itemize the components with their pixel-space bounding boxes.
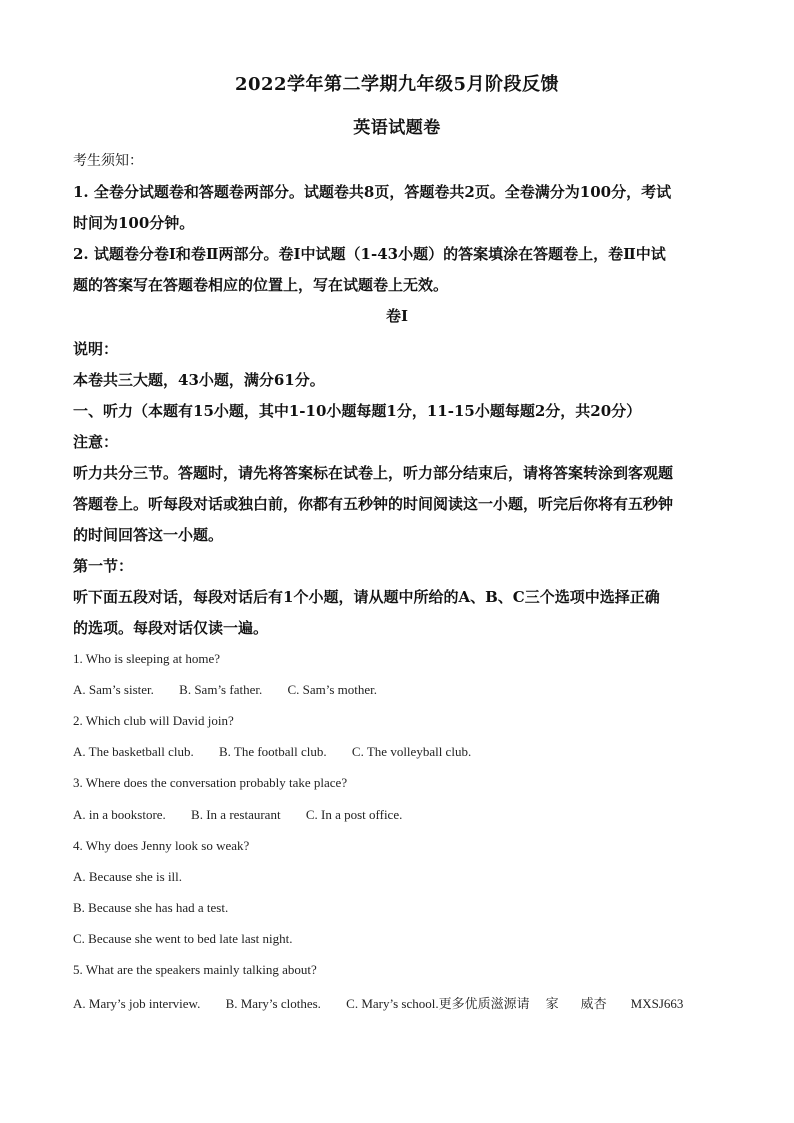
exam-title: 2022学年第二学期九年级5月阶段反馈 xyxy=(234,74,560,95)
question-3-options xyxy=(73,807,733,823)
question-5-option-b: B. Mary’s clothes. xyxy=(225,996,321,1011)
question-5-option-c: C. Mary’s school. xyxy=(346,996,439,1011)
promo-text-3: 威杏 xyxy=(580,996,607,1011)
promo-watermark-text xyxy=(439,993,684,1012)
question-3-option-b: B. In a restaurant xyxy=(191,807,281,822)
promo-text-4: MXSJ663 xyxy=(630,996,684,1011)
question-5-stem: 5. What are the speakers mainly talking about? xyxy=(73,962,317,977)
question-3-option-c: C. In a post office. xyxy=(305,807,403,822)
note-label: 注意： xyxy=(73,433,119,451)
question-1-option-b: B. Sam’s father. xyxy=(179,682,263,697)
explain-text: 本卷共三大题，43小题，满分61分。 xyxy=(73,371,325,389)
question-4-stem: 4. Why does Jenny look so weak? xyxy=(73,838,250,853)
notice-item-2-line-2: 题的答案写在答题卷相应的位置上，写在试题卷上无效。 xyxy=(73,276,449,294)
notice-item-1-line-2: 时间为100分钟。 xyxy=(73,214,195,232)
question-1-option-a: A. Sam’s sister. xyxy=(73,682,154,697)
subsection-instruction-line-2: 的选项。每段对话仅读一遍。 xyxy=(73,619,269,637)
notice-heading: 考生须知： xyxy=(73,153,143,169)
subsection-heading: 第一节： xyxy=(73,557,134,575)
explain-label: 说明： xyxy=(73,340,119,358)
question-4-option-c: C. Because she went to bed late last night. xyxy=(73,931,293,946)
question-3-option-a: A. in a bookstore. xyxy=(73,807,166,822)
question-3-stem: 3. Where does the conversation probably take place? xyxy=(73,775,348,790)
question-4-option-b: B. Because she has had a test. xyxy=(73,900,229,915)
subsection-instruction-line-1: 听下面五段对话，每段对话后有1个小题，请从题中所给的A、B、C三个选项中选择正确 xyxy=(73,588,660,606)
question-2-option-b: B. The football club. xyxy=(218,744,327,759)
question-5-options xyxy=(73,993,733,1012)
question-2-stem: 2. Which club will David join? xyxy=(73,713,234,728)
notice-item-2-line-1: 2. 试题卷分卷Ⅰ和卷Ⅱ两部分。卷Ⅰ中试题（1-43小题）的答案填涂在答题卷上，卷Ⅱ中试 xyxy=(73,245,666,263)
note-line-3: 的时间回答这一小题。 xyxy=(73,526,224,544)
listening-section-title: 一、听力（本题有15小题，其中1-10小题每题1分，11-15小题每题2分，共20分） xyxy=(73,402,642,420)
note-line-1: 听力共分三节。答题时，请先将答案标在试卷上，听力部分结束后，请将答案转涂到客观题 xyxy=(73,464,674,482)
question-2-option-a: A. The basketball club. xyxy=(73,744,194,759)
question-5-option-a: A. Mary’s job interview. xyxy=(73,996,201,1011)
question-2-options xyxy=(73,744,733,760)
question-1-stem: 1. Who is sleeping at home? xyxy=(73,651,221,666)
question-1-option-c: C. Sam’s mother. xyxy=(287,682,378,697)
note-line-2: 答题卷上。听每段对话或独白前，你都有五秒钟的时间阅读这一小题，听完后你将有五秒钟 xyxy=(73,495,674,513)
exam-subtitle: 英语试题卷 xyxy=(353,118,441,138)
part-1-heading: 卷Ⅰ xyxy=(385,307,409,325)
question-4-option-a: A. Because she is ill. xyxy=(73,869,183,884)
promo-text-1: 更多优质滋源请 xyxy=(438,996,530,1011)
question-1-options xyxy=(73,682,733,698)
question-2-option-c: C. The volleyball club. xyxy=(351,744,472,759)
promo-text-2: 家 xyxy=(545,996,559,1011)
notice-item-1-line-1: 1. 全卷分试题卷和答题卷两部分。试题卷共8页，答题卷共2页。全卷满分为100分，考试 xyxy=(73,183,672,201)
